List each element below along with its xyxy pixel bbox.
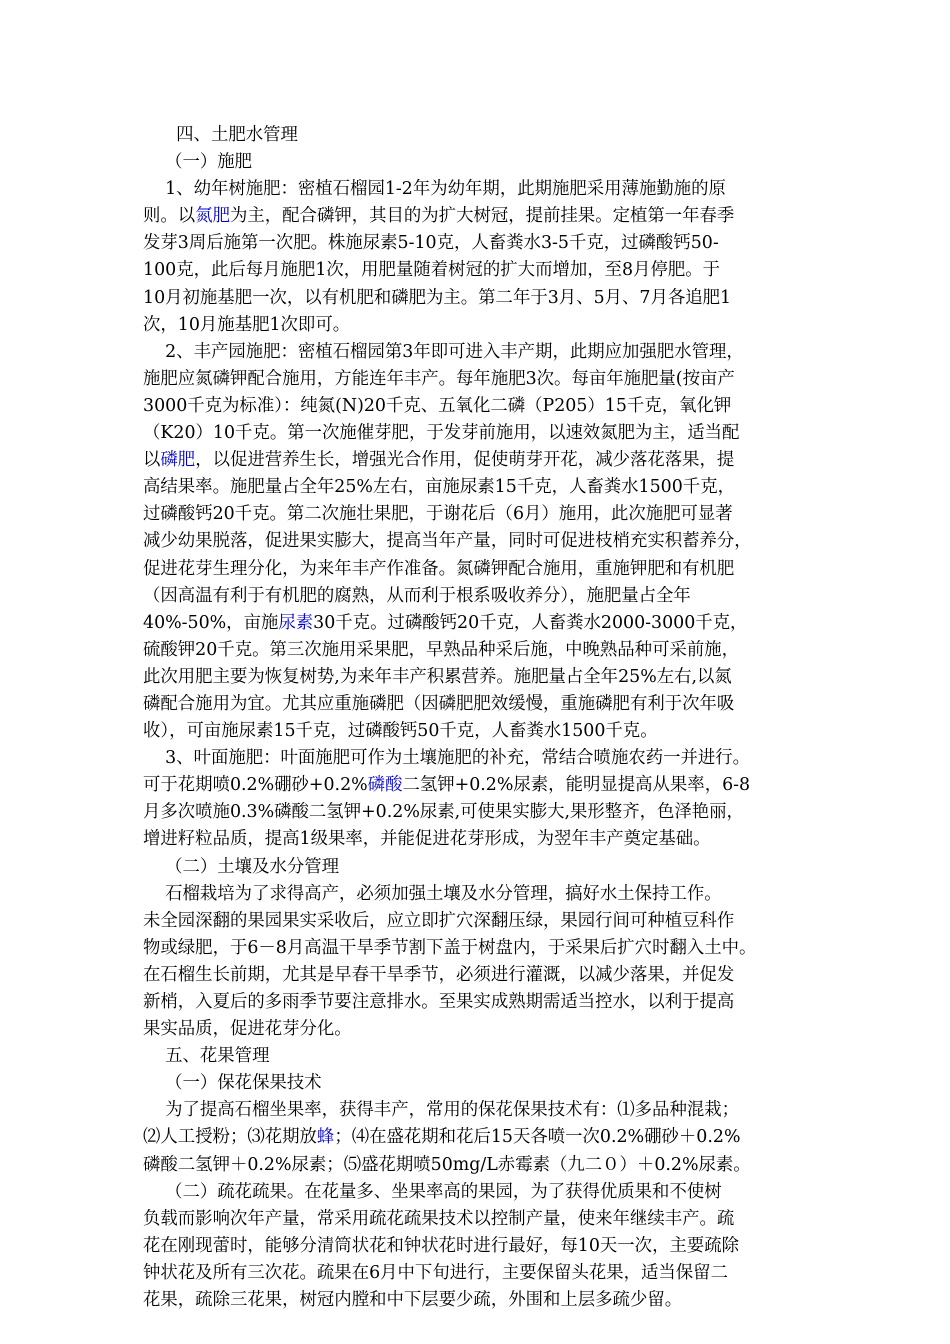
text-segment: 减少幼果脱落，促进果实膨大，提高当年产量，同时可促进枝梢充实积蓄养分， — [143, 531, 752, 552]
text-segment: 硫酸钾20千克。第三次施用采果肥，早熟品种采后施，中晚熟品种可采前施， — [143, 639, 740, 660]
text-segment: 为主，配合磷钾，其目的为扩大树冠，提前挂果。定植第一年春季 — [229, 206, 735, 227]
text-line — [143, 935, 823, 962]
text-segment: 钟状花及所有三次花。疏果在6月中下旬进行，主要保留头花果，适当保留二 — [143, 1262, 728, 1283]
text-line — [143, 745, 823, 772]
text-line — [143, 556, 823, 583]
text-line — [143, 881, 823, 908]
text-segment: 果实品质，促进花芽分化。 — [143, 1019, 352, 1040]
text-segment: 次，10月施基肥1次即可。 — [143, 314, 351, 335]
text-line — [143, 149, 823, 176]
text-line — [143, 474, 823, 501]
text-line — [143, 1233, 823, 1260]
text-line — [143, 257, 823, 284]
text-segment: 30千克。过磷酸钙20千克，人畜粪水2000-3000千克， — [313, 612, 748, 633]
text-segment: 磷配合施用为宜。尤其应重施磷肥（因磷肥肥效缓慢，重施磷肥有利于次年吸 — [143, 693, 735, 714]
text-line — [143, 312, 823, 339]
text-line — [143, 826, 823, 853]
text-segment: ，以促进营养生长，增强光合作用，促使萌芽开花，减少落花落果，提 — [195, 450, 735, 471]
text-line — [143, 1097, 823, 1124]
text-line — [143, 1070, 823, 1097]
text-segment: 二氢钾+0.2%尿素，能明显提高从果率，6-8 — [402, 775, 751, 796]
text-segment: 促进花芽生理分化，为来年丰产作准备。氮磷钾配合施用，重施钾肥和有机肥 — [143, 558, 735, 579]
text-line — [143, 691, 823, 718]
text-segment: ⑵人工授粉；⑶花期放 — [143, 1127, 317, 1148]
text-line — [143, 718, 823, 745]
keyword-link[interactable]: 磷肥 — [160, 450, 196, 471]
text-segment: （一）保花保果技术 — [143, 1073, 322, 1094]
text-line — [143, 1043, 823, 1070]
text-line — [143, 122, 823, 149]
text-line — [143, 230, 823, 257]
text-segment: 100克，此后每月施肥1次，用肥量随着树冠的扩大而增加，至8月停肥。于 — [143, 260, 721, 281]
text-segment: 五、花果管理 — [143, 1046, 270, 1067]
text-line — [143, 528, 823, 555]
text-segment: 1、幼年树施肥：密植石榴园1-2年为幼年期，此期施肥采用薄施勤施的原 — [143, 179, 726, 200]
text-line — [143, 664, 823, 691]
text-line — [143, 447, 823, 474]
text-line — [143, 989, 823, 1016]
text-segment: 40%-50%，亩施 — [143, 612, 279, 633]
text-line — [143, 393, 823, 420]
text-segment: 10月初施基肥一次，以有机肥和磷肥为主。第二年于3月、5月、7月各追肥1 — [143, 287, 732, 308]
text-segment: 石榴栽培为了求得高产，必须加强土壤及水分管理，搞好水土保持工作。 — [143, 883, 722, 904]
text-segment: 此次用肥主要为恢复树势,为来年丰产积累营养。施肥量占全年25%左右,以氮 — [143, 666, 732, 687]
text-segment: （二）土壤及水分管理 — [143, 856, 340, 877]
text-segment: 在石榴生长前期，尤其是早春干旱季节，必须进行灌溉，以减少落果，并促发 — [143, 964, 735, 985]
text-segment: 3000千克为标准）：纯氮(N)20千克、五氧化二磷（P205）15千克，氧化钾 — [143, 395, 732, 416]
text-segment: 新梢，入夏后的多雨季节要注意排水。至果实成熟期需适当控水，以利于提高 — [143, 992, 735, 1012]
keyword-link[interactable]: 蜂 — [316, 1127, 335, 1148]
text-segment: 高结果率。施肥量占全年25%左右，亩施尿素15千克，人畜粪水1500千克， — [143, 477, 735, 498]
text-line — [143, 420, 823, 447]
text-line — [143, 1287, 823, 1314]
text-line — [143, 1152, 823, 1179]
text-line — [143, 176, 823, 203]
text-line — [143, 501, 823, 528]
text-segment: （因高温有利于有机肥的腐熟，从而利于根系吸收养分），施肥量占全年 — [143, 585, 691, 606]
text-segment: 可于花期喷0.2%硼砂+0.2% — [143, 775, 368, 796]
text-line — [143, 1260, 823, 1287]
text-segment: 发芽3周后施第一次肥。株施尿素5-10克，人畜粪水3-5千克，过磷酸钙50- — [143, 233, 719, 254]
text-line — [143, 1016, 823, 1043]
keyword-link[interactable]: 氮肥 — [195, 206, 230, 227]
text-segment: ；⑷在盛花期和花后15天各喷一次0.2%硼砂＋0.2% — [334, 1127, 741, 1148]
text-segment: 磷酸二氢钾＋0.2%尿素；⑸盛花期喷50mg/L赤霉素（九二０）＋0.2%尿素。 — [143, 1154, 751, 1175]
text-segment: （一）施肥 — [143, 152, 253, 173]
text-line — [143, 583, 823, 610]
text-segment: 增进籽粒品质，提高1级果率，并能促进花芽形成，为翌年丰产奠定基础。 — [143, 829, 711, 850]
text-line — [143, 203, 823, 230]
text-line — [143, 772, 823, 799]
text-segment: （K20）10千克。第一次施催芽肥，于发芽前施用，以速效氮肥为主，适当配 — [143, 423, 740, 444]
text-line — [143, 610, 823, 637]
text-segment: 则。以 — [143, 206, 196, 227]
text-segment: 花在刚现蕾时，能够分清筒状花和钟状花时进行最好，每10天一次，主要疏除 — [143, 1235, 740, 1256]
text-line — [143, 1124, 823, 1151]
text-line — [143, 799, 823, 826]
text-segment: 未全园深翻的果园果实采收后，应立即扩穴深翻压绿，果园行间可种植豆科作 — [143, 910, 735, 931]
text-segment: 3、叶面施肥：叶面施肥可作为土壤施肥的补充，常结合喷施农药一并进行。 — [143, 748, 751, 769]
text-segment: 施肥应氮磷钾配合施用，方能连年丰产。每年施肥3次。每亩年施肥量(按亩产 — [143, 368, 735, 389]
text-segment: 为了提高石榴坐果率，获得丰产，常用的保花保果技术有：⑴多品种混栽； — [143, 1100, 740, 1121]
text-line — [143, 339, 823, 366]
text-segment: 四、土肥水管理 — [143, 125, 298, 145]
text-line — [143, 285, 823, 312]
keyword-link[interactable]: 磷酸 — [367, 775, 403, 796]
text-line — [143, 854, 823, 881]
text-segment: 以 — [143, 450, 161, 471]
text-segment: 花果，疏除三花果，树冠内膛和中下层要少疏，外围和上层多疏少留。 — [143, 1290, 683, 1311]
text-line — [143, 366, 823, 393]
text-line — [143, 908, 823, 935]
text-segment: （二）疏花疏果。在花量多、坐果率高的果园，为了获得优质果和不使树 — [143, 1181, 722, 1202]
text-segment: 负载而影响次年产量，常采用疏花疏果技术以控制产量，使来年继续丰产。疏 — [143, 1208, 735, 1229]
text-line — [143, 1179, 823, 1206]
text-segment: 2、丰产园施肥：密植石榴园第3年即可进入丰产期，此期应加强肥水管理， — [143, 341, 744, 362]
text-line — [143, 1206, 823, 1233]
text-line — [143, 637, 823, 664]
document-body — [143, 122, 823, 1314]
text-segment: 月多次喷施0.3%磷酸二氢钾+0.2%尿素,可使果实膨大,果形整齐，色泽艳丽， — [143, 802, 744, 823]
keyword-link[interactable]: 尿素 — [278, 612, 314, 633]
text-segment: 过磷酸钙20千克。第二次施壮果肥，于谢花后（6月）施用，此次施肥可显著 — [143, 504, 733, 525]
text-segment: 收），可亩施尿素15千克，过磷酸钙50千克，人畜粪水1500千克。 — [143, 721, 658, 742]
text-line — [143, 962, 823, 989]
text-segment: 物或绿肥，于6－8月高温干旱季节割下盖于树盘内，于采果后扩穴时翻入土中。 — [143, 937, 757, 958]
